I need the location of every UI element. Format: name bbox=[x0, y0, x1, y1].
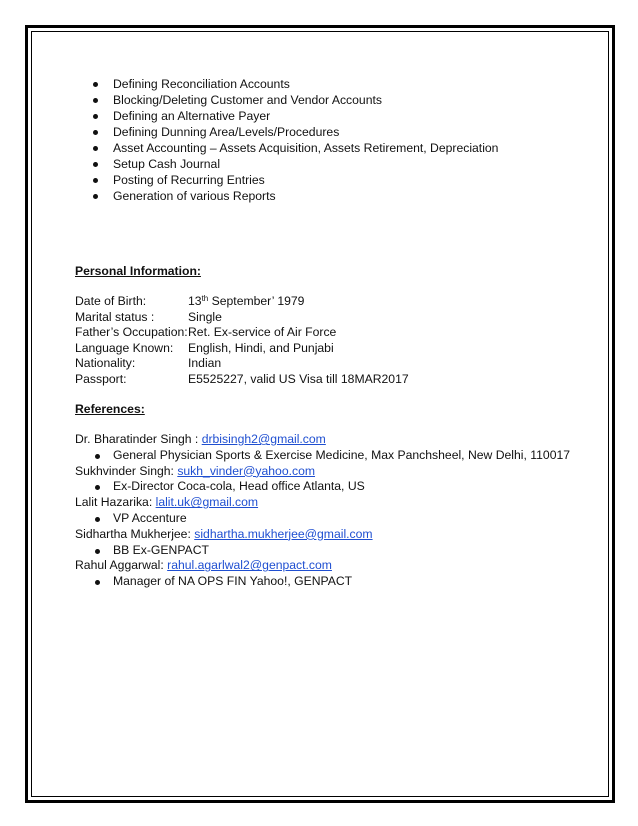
reference-email-link[interactable]: rahul.agarlwal2@genpact.com bbox=[167, 558, 332, 573]
personal-info-table bbox=[75, 294, 409, 387]
list-item: Defining Reconciliation Accounts bbox=[93, 76, 498, 92]
list-item: Posting of Recurring Entries bbox=[93, 172, 498, 188]
list-item: Defining Dunning Area/Levels/Procedures bbox=[93, 124, 498, 140]
language-value: English, Hindi, and Punjabi bbox=[188, 340, 334, 355]
language-label: Language Known: bbox=[75, 340, 174, 355]
list-item: Asset Accounting – Assets Acquisition, Assets Retirement, Depreciation bbox=[93, 140, 498, 156]
marital-label: Marital status : bbox=[75, 309, 155, 324]
skills-list bbox=[93, 76, 498, 204]
reference-email-link[interactable]: drbisingh2@gmail.com bbox=[201, 432, 326, 446]
reference-name-line bbox=[75, 432, 570, 448]
reference-name-line bbox=[75, 464, 570, 480]
table-row bbox=[75, 310, 409, 326]
reference-detail: Ex-Director Coca-cola, Head office Atlanta, US bbox=[75, 479, 570, 495]
reference-name: Dr. Bharatinder Singh : bbox=[75, 432, 202, 446]
reference-name: Rahul Aggarwal: bbox=[75, 558, 168, 573]
reference-name-line bbox=[75, 558, 570, 574]
father-label: Father’s Occupation: bbox=[75, 325, 188, 339]
reference-email-link[interactable]: sidhartha.mukherjee@gmail.com bbox=[194, 526, 373, 541]
dob-value bbox=[188, 294, 409, 310]
father-value: Ret. Ex-service of Air Force bbox=[188, 325, 337, 339]
marital-value: Single bbox=[188, 309, 222, 324]
list-item: Blocking/Deleting Customer and Vendor Accounts bbox=[93, 92, 498, 108]
passport-value: E5525227, valid US Visa till 18MAR2017 bbox=[188, 371, 409, 386]
reference-detail: Manager of NA OPS FIN Yahoo!, GENPACT bbox=[75, 574, 570, 590]
table-row bbox=[75, 356, 409, 372]
dob-day: 13 bbox=[188, 294, 202, 308]
table-row bbox=[75, 294, 409, 310]
table-row bbox=[75, 341, 409, 357]
reference-name-line bbox=[75, 527, 570, 543]
reference-name: Lalit Hazarika: bbox=[75, 495, 156, 510]
reference-email-link[interactable]: lalit.uk@gmail.com bbox=[155, 495, 259, 510]
reference-email-link[interactable]: sukh_vinder@yahoo.com bbox=[177, 463, 316, 478]
passport-label: Passport: bbox=[75, 371, 127, 386]
dob-label: Date of Birth: bbox=[75, 294, 147, 308]
list-item: Defining an Alternative Payer bbox=[93, 108, 498, 124]
table-row bbox=[75, 372, 409, 388]
reference-name: Sukhvinder Singh: bbox=[75, 463, 178, 478]
reference-name-line bbox=[75, 495, 570, 511]
list-item: Setup Cash Journal bbox=[93, 156, 498, 172]
nationality-value: Indian bbox=[188, 356, 222, 370]
references-heading: References: bbox=[75, 402, 145, 416]
dob-suffix: th bbox=[201, 294, 209, 303]
list-item: Generation of various Reports bbox=[93, 188, 498, 204]
reference-detail: BB Ex-GENPACT bbox=[75, 543, 570, 559]
reference-detail: General Physician Sports & Exercise Medicine, Max Panchsheel, New Delhi, 110017 bbox=[75, 448, 570, 464]
reference-name: Sidhartha Mukherjee: bbox=[75, 526, 195, 541]
personal-info-heading: Personal Information: bbox=[75, 264, 201, 278]
references-list bbox=[75, 432, 570, 590]
reference-detail: VP Accenture bbox=[75, 511, 570, 527]
dob-rest: September’ 1979 bbox=[208, 294, 305, 308]
nationality-label: Nationality: bbox=[75, 356, 136, 370]
table-row bbox=[75, 325, 409, 341]
